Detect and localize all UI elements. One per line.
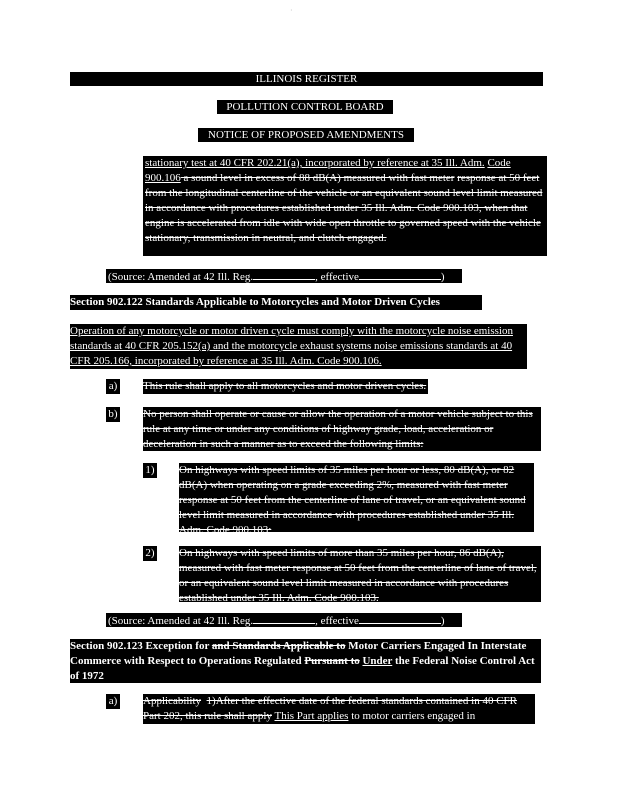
section-123-struck2: Pursuant to	[304, 655, 360, 667]
section-123-h1: Section 902.123 Exception for	[70, 640, 212, 652]
source-2-mid: , effective	[315, 615, 359, 627]
register-title	[70, 72, 543, 86]
section-122-intro	[70, 324, 527, 369]
item-b-label: b)	[106, 407, 120, 422]
item-a-struck2: 1)After the effective date of the federal standards contained in 40 CFR Part 202, this rule shall apply	[143, 695, 517, 722]
source-note-2	[106, 613, 462, 627]
notice-title-text: NOTICE OF PROPOSED AMENDMENTS	[208, 129, 404, 141]
section-122-item-b	[143, 407, 541, 451]
subitem-1-text: On highways with speed limits of 35 miles per hour or less, 80 dB(A), or 82 dB(A) when operating on a grade exceeding 2%, measured with fast meter response at 50 feet from the centerline of lane of travel, or an equivalent sound level limit measured in accordance with procedures established under 35 Ill. Adm. Code 900.103;	[179, 464, 526, 536]
source-1-mid: , effective	[315, 271, 359, 283]
section-123-h4: the Federal Noise Control Act of 1972	[70, 655, 535, 682]
section-123-item-a	[143, 694, 535, 724]
subitem-1-label: 1)	[143, 463, 157, 478]
section-123-h2: Motor Carriers Engaged In Interstate Commerce with Respect to Operations Regulated	[70, 640, 527, 667]
intro-line1: stationary test at 40 CFR 202.21(a), incorporated by reference at 35 Ill. Adm.	[145, 157, 485, 169]
item-a-text: This rule shall apply to all motorcycles and motor driven cycles.	[143, 380, 427, 392]
item-a-ul: This Part applies	[274, 710, 349, 722]
item-a-label: a)	[106, 379, 120, 394]
source-1-prefix: (Source: Amended at 42 Ill. Reg.	[108, 271, 254, 283]
section-122-subitem-1	[179, 463, 534, 536]
intro-paragraph	[143, 156, 547, 256]
item-a-struck1: Applicability	[143, 695, 202, 707]
item-a-tail: to motor carriers engaged in	[348, 710, 476, 722]
section-123-struck1: and Standards Applicable to	[211, 640, 346, 652]
section-122-item-a	[143, 379, 428, 394]
intro-line2b: a sound level in excess of 88 dB(A) measured with fast meter	[180, 172, 455, 184]
section-122-heading-text: Section 902.122 Standards Applicable to Motorcycles and Motor Driven Cycles	[70, 296, 440, 308]
section-123-heading	[70, 639, 541, 683]
source-2-suffix: )	[440, 615, 445, 627]
section-122-heading	[70, 295, 482, 310]
scan-mark: ·	[290, 6, 293, 15]
register-title-text: ILLINOIS REGISTER	[255, 73, 358, 85]
source-2-prefix: (Source: Amended at 42 Ill. Reg.	[108, 615, 254, 627]
board-title-text: POLLUTION CONTROL BOARD	[226, 101, 384, 113]
source-1-suffix: )	[440, 271, 445, 283]
section-123-ul: Under	[362, 655, 393, 667]
section-123-item-a-label: a)	[106, 694, 120, 709]
section-122-subitem-2	[179, 546, 541, 602]
item-b-text: No person shall operate or cause or allow the operation of a motor vehicle subject to this rule at any time or under any conditions of highway grade, load, acceleration or deceleration in such a manner as to exceed the following limits:	[143, 408, 533, 450]
source-note-1	[106, 269, 462, 283]
intro-line2a: Code 900.106	[145, 157, 511, 184]
notice-title	[198, 128, 414, 142]
subitem-2-text: On highways with speed limits of more than 35 miles per hour, 86 dB(A), measured with fast meter response at 50 feet from the centerline of lane of travel, or an equivalent sound level limit measured in accordance with procedures established under 35 Ill. Adm. Code 900.103.	[179, 547, 537, 604]
board-title	[217, 100, 393, 114]
section-122-intro-text: Operation of any motorcycle or motor driven cycle must comply with the motorcycle noise emission standards at 40 CFR 205.152(a) and the motorcycle exhaust systems noise emissions standards at 40 CFR 205.166, incorporated by reference at 35 Ill. Adm. Code 900.106.	[70, 325, 513, 367]
subitem-2-label: 2)	[143, 546, 157, 561]
intro-rest: response at 50 feet from the longitudinal centerline of the vehicle or an equivalent sound level limit measured in accordance with procedures established under 35 Ill. Adm. Code 900.103, when that engine is accelerated from idle with wide open throttle to governed speed with the vehicle stationary, transmission in neutral, and clutch engaged.	[145, 172, 543, 244]
